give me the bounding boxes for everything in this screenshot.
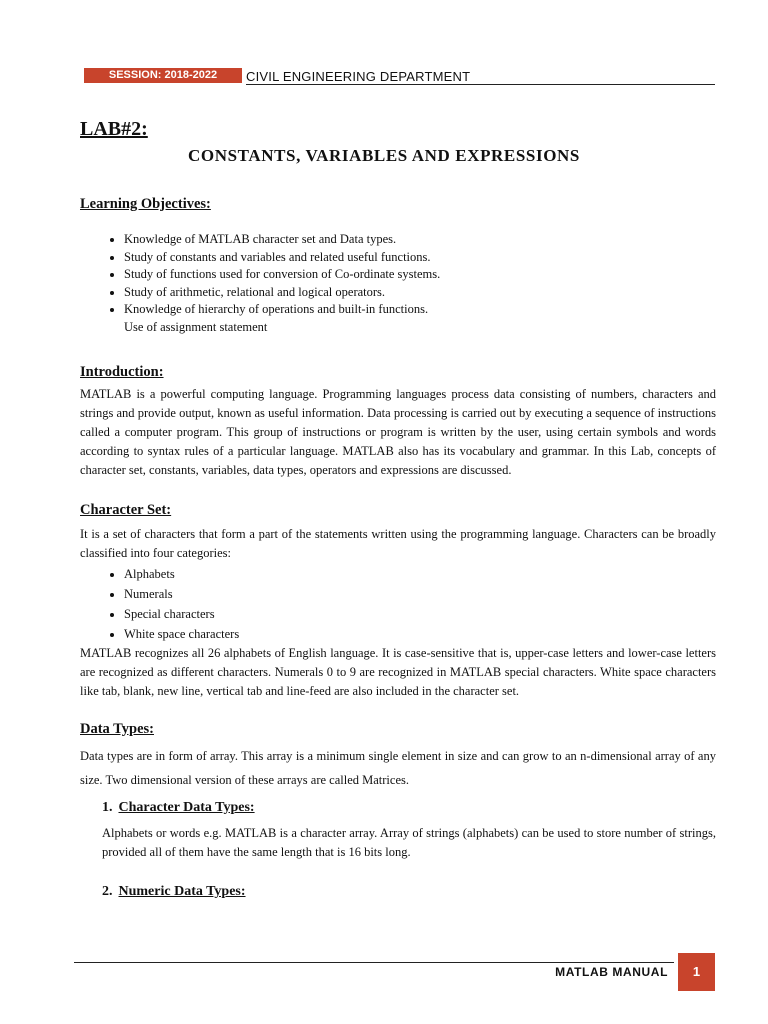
character-set-heading: Character Set:	[80, 502, 172, 518]
list-item: • Alphabets	[124, 564, 716, 584]
session-badge: SESSION: 2018-2022	[84, 68, 242, 83]
footer-rule	[74, 962, 674, 963]
page-header	[80, 68, 715, 86]
numeric-data-types-heading	[102, 884, 716, 900]
list-item: • Knowledge of MATLAB character set and Data types.	[124, 231, 716, 249]
lab-title: LAB#2:	[80, 118, 148, 140]
department-name: CIVIL ENGINEERING DEPARTMENT	[246, 69, 471, 84]
list-item-text: Knowledge of hierarchy of operations and built-in functions.	[124, 302, 429, 316]
section-number: 1.	[102, 800, 113, 815]
character-categories-list	[80, 564, 716, 644]
character-set-details: MATLAB recognizes all 26 alphabets of English language. It is case-sensitive that is, upper-case letters and lower-case letters are recognized as different characters. Numerals 0 to 9 are recognized in MATLAB special characters. White space characters like tab, blank, new line, vertical tab and line-feed are also included in the character set.	[80, 646, 716, 698]
list-item: • Special characters	[124, 604, 716, 624]
character-data-types-paragraph: Alphabets or words e.g. MATLAB is a character array. Array of strings (alphabets) can be used to store number of strings, provided all of them have the same length that is 16 bits long.	[102, 826, 716, 859]
data-types-paragraph: Data types are in form of array. This array is a minimum single element in size and can grow to an n-dimensional array of any size. Two dimensional version of these arrays are called Matrices.	[80, 749, 716, 787]
character-data-types-heading	[102, 800, 716, 816]
section-title: Character Data Types:	[118, 800, 255, 815]
list-item: • Numerals	[124, 584, 716, 604]
section-number: 2.	[102, 884, 113, 899]
learning-objectives-heading: Learning Objectives:	[80, 196, 211, 212]
list-item	[124, 301, 716, 336]
list-item: • White space characters	[124, 624, 716, 644]
document-body	[80, 196, 716, 900]
introduction-heading: Introduction:	[80, 364, 164, 380]
character-set-paragraph: It is a set of characters that form a part of the statements written using the programming language. Characters can be broadly classified into four categories:	[80, 527, 716, 560]
introduction-paragraph: MATLAB is a powerful computing language. Programming languages process data consisting of numbers, characters and strings and provide output, known as useful information. Data processing is carried out by executing a sequence of instructions called a computer program. This group of instructions or program is written by the user, using certain symbols and words according to syntax rules of a particular language. MATLAB also has its vocabulary and grammar. In this Lab, concepts of character set, constants, variables, data types, operators and expressions are discussed.	[80, 387, 716, 477]
list-item: • Study of constants and variables and related useful functions.	[124, 249, 716, 267]
list-item-continuation: Use of assignment statement	[124, 319, 268, 334]
learning-objectives-list	[80, 231, 716, 336]
header-rule	[246, 84, 715, 85]
section-title: Numeric Data Types:	[118, 884, 246, 899]
data-types-heading: Data Types:	[80, 721, 154, 737]
page-title: CONSTANTS, VARIABLES AND EXPRESSIONS	[188, 146, 580, 165]
list-item: • Study of functions used for conversion of Co-ordinate systems.	[124, 266, 716, 284]
page-number-badge: 1	[678, 953, 715, 991]
list-item: • Study of arithmetic, relational and logical operators.	[124, 284, 716, 302]
footer-label: MATLAB MANUAL	[555, 965, 668, 979]
